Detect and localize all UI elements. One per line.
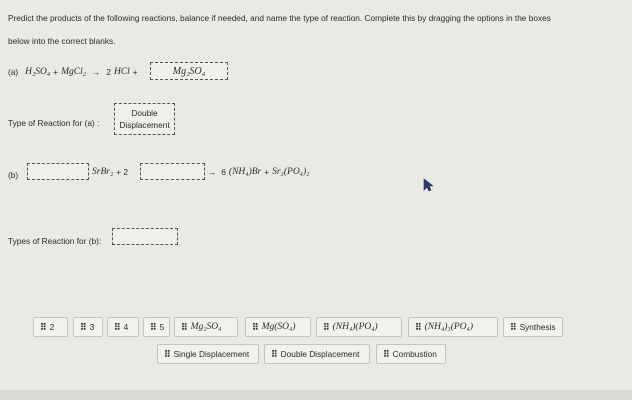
options-row-1: [0, 317, 632, 337]
reaction-arrow: →: [208, 167, 217, 177]
drag-handle-icon: ⠿: [80, 321, 86, 332]
type-label-a: Type of Reaction for (a) :: [8, 118, 100, 128]
drag-handle-icon: ⠿: [415, 321, 421, 332]
drag-handle-icon: ⠿: [181, 321, 187, 332]
reaction-arrow: →: [92, 67, 101, 77]
equation-b-middle: [92, 165, 128, 179]
drag-handle-icon: ⠿: [114, 321, 120, 332]
bottom-strip: [0, 390, 632, 400]
type-answer-line-2: Displacement: [119, 120, 170, 130]
drag-handle-icon: ⠿: [271, 348, 277, 359]
option-chip[interactable]: [245, 317, 311, 337]
option-label: Mg₂SO₄: [190, 322, 222, 332]
product-hcl: HCl: [113, 67, 130, 77]
drag-handle-icon: ⠿: [510, 321, 516, 332]
option-chip[interactable]: [157, 344, 259, 364]
option-chip[interactable]: [174, 317, 238, 337]
option-label: Synthesis: [519, 322, 556, 332]
option-label: (NH₄)(PO₄): [332, 322, 378, 332]
reactant-h2so4: H₂SO₄: [25, 67, 51, 77]
drag-handle-icon: ⠿: [150, 321, 156, 332]
product-nh4br: (NH₄)Br: [228, 167, 262, 177]
option-chip[interactable]: [73, 317, 103, 337]
drop-blank-a-product[interactable]: [150, 62, 228, 80]
equation-a: [8, 65, 138, 79]
plus-sign: +: [132, 67, 138, 77]
drop-blank-b-reactant-2[interactable]: [140, 163, 205, 180]
drag-handle-icon: ⠿: [164, 348, 170, 359]
plus-sign: +: [53, 67, 59, 77]
part-b-label: (b): [8, 170, 19, 180]
option-label: Combustion: [392, 349, 437, 359]
instructions-line-2: below into the correct blanks.: [8, 36, 116, 46]
type-answer-line-1: Double: [131, 108, 158, 118]
filled-product: Mg₂SO₄: [172, 65, 206, 77]
option-label: 2: [49, 322, 55, 332]
coefficient: 6: [221, 167, 226, 177]
option-chip[interactable]: [264, 344, 370, 364]
equation-b-products: [208, 165, 309, 179]
drag-handle-icon: ⠿: [252, 321, 258, 332]
option-label: 3: [89, 322, 95, 332]
drop-blank-b-type[interactable]: [112, 228, 178, 245]
drag-handle-icon: ⠿: [323, 321, 329, 332]
option-label: Single Displacement: [173, 349, 250, 359]
coefficient: 2: [106, 67, 111, 77]
drop-blank-a-type[interactable]: [114, 103, 175, 135]
plus-sign: +: [264, 167, 270, 177]
option-chip[interactable]: [33, 317, 68, 337]
drop-blank-b-coef-1[interactable]: [27, 163, 89, 180]
option-label: Double Displacement: [280, 349, 360, 359]
product-sr3po42: Sr₃(PO₄)₂: [272, 167, 310, 177]
option-chip[interactable]: [376, 344, 446, 364]
cursor-arrow-icon: [423, 178, 433, 192]
type-label-b: Types of Reaction for (b):: [8, 236, 102, 246]
reactant-mgcl2: MgCl₂: [61, 67, 87, 77]
option-chip[interactable]: [408, 317, 498, 337]
option-label: 5: [159, 322, 165, 332]
option-chip[interactable]: [143, 317, 170, 337]
option-chip[interactable]: [503, 317, 563, 337]
options-row-2: [0, 344, 632, 364]
instructions-line-1: Predict the products of the following reactions, balance if needed, and name the type of reaction. Complete this by dragging the options in the boxes: [8, 13, 551, 23]
part-a-label: (a): [8, 67, 19, 77]
option-chip[interactable]: [107, 317, 139, 337]
reactant-srbr2: SrBr₂: [92, 167, 114, 177]
drag-handle-icon: ⠿: [383, 348, 389, 359]
option-label: (NH₄)₃(PO₄): [424, 322, 474, 332]
plus-coef: + 2: [116, 167, 129, 177]
option-chip[interactable]: [316, 317, 402, 337]
option-label: Mg(SO₄): [261, 322, 296, 332]
drag-handle-icon: ⠿: [40, 321, 46, 332]
option-label: 4: [123, 322, 129, 332]
